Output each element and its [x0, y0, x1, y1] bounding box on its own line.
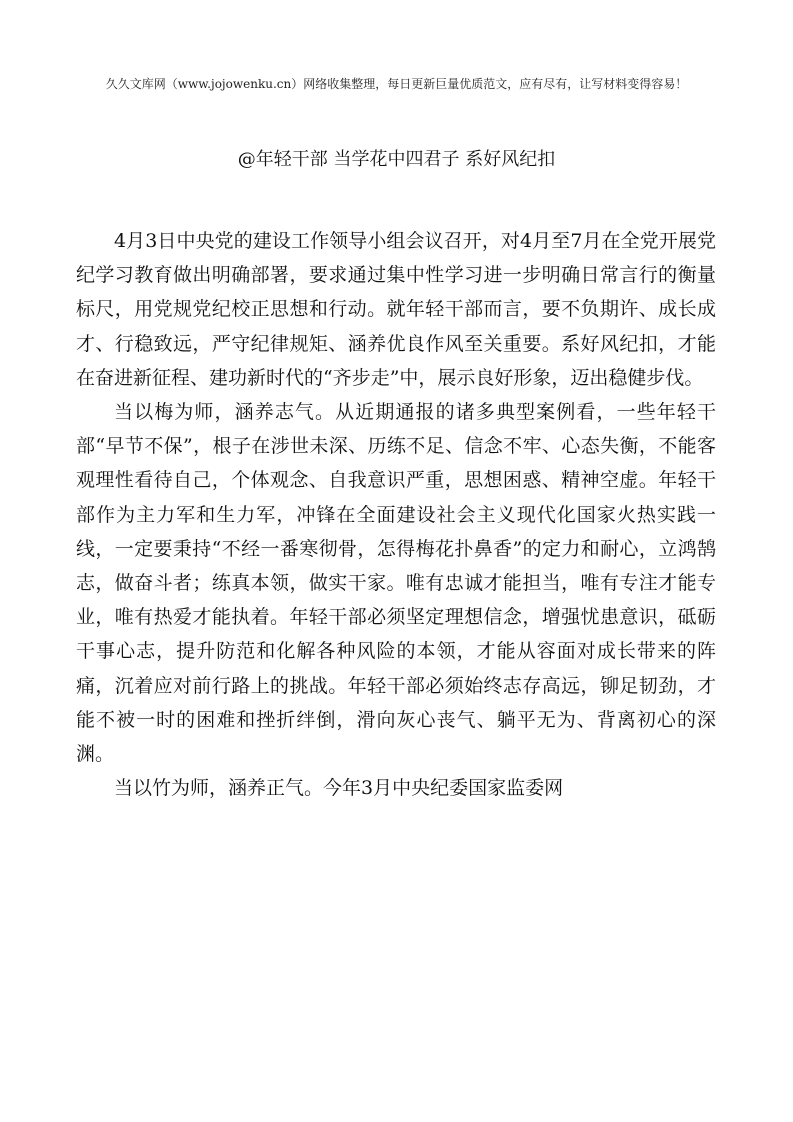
header-notice: 久久文库网（www.jojowenku.cn）网络收集整理，每日更新巨量优质范文，应有尽有，让写材料变得容易！	[105, 77, 688, 91]
document-body	[76, 224, 716, 805]
paragraph-1: 4月3日中央党的建设工作领导小组会议召开，对4月至7月在全党开展党纪学习教育做出明确部署，要求通过集中性学习进一步明确日常言行的衡量标尺，用党规党纪校正思想和行动。就年轻干部而言，要不负期许、成长成才、行稳致远，严守纪律规矩、涵养优良作风至关重要。系好风纪扣，才能在奋进新征程、建功新时代的“齐步走”中，展示良好形象，迈出稳健步伐。	[76, 230, 716, 389]
paragraph-2: 当以梅为师，涵养志气。从近期通报的诸多典型案例看，一些年轻干部“早节不保”，根子在涉世未深、历练不足、信念不牢、心态失衡，不能客观理性看待自己，个体观念、自我意识严重，思想困惑、精神空虚。年轻干部作为主力军和生力军，冲锋在全面建设社会主义现代化国家火热实践一线，一定要秉持“不经一番寒彻骨，怎得梅花扑鼻香”的定力和耐心，立鸿鹄志，做奋斗者；练真本领，做实干家。唯有忠诚才能担当，唯有专注才能专业，唯有热爱才能执着。年轻干部必须坚定理想信念，增强忧患意识，砥砺干事心志，提升防范和化解各种风险的本领，才能从容面对成长带来的阵痛，沉着应对前行路上的挑战。年轻干部必须始终志存高远，铆足韧劲，才能不被一时的困难和挫折绊倒，滑向灰心丧气、躺平无为、背离初心的深渊。	[76, 401, 716, 766]
document-title: @年轻干部 当学花中四君子 系好风纪扣	[237, 149, 556, 170]
paragraph-3: 当以竹为师，涵养正气。今年3月中央纪委国家监委网	[114, 777, 564, 800]
